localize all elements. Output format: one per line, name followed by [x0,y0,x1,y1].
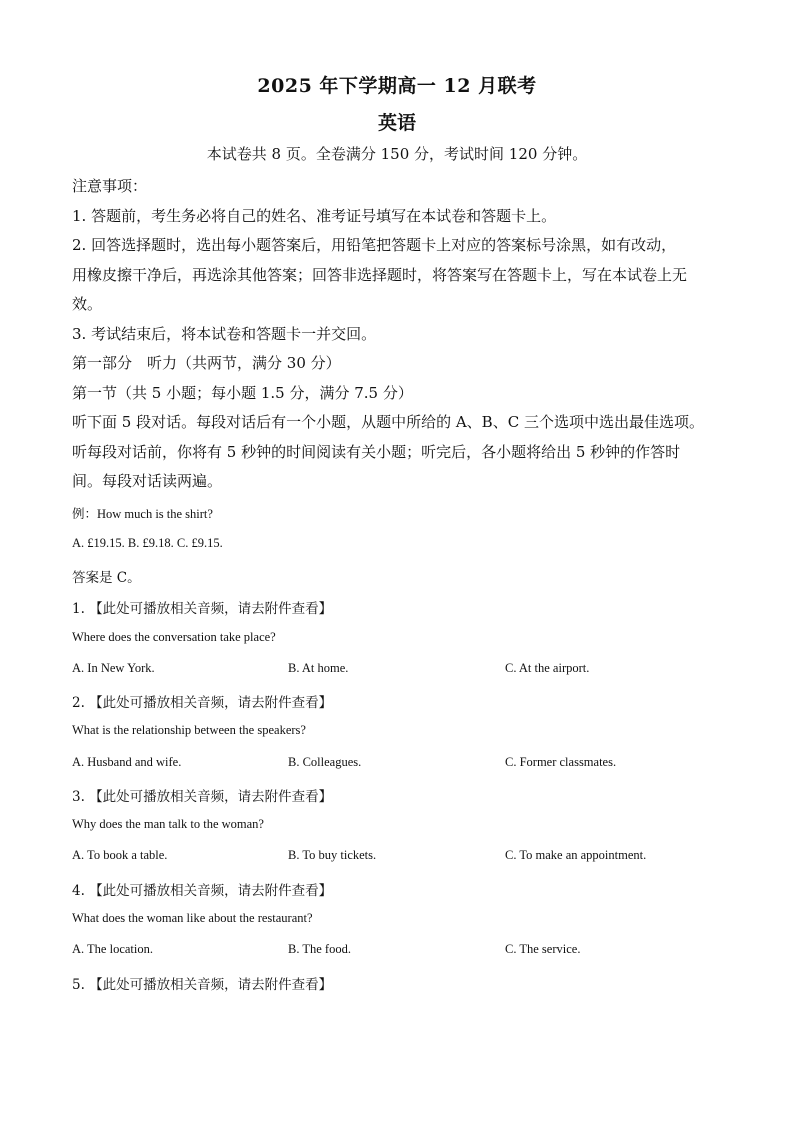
exam-title: 2025 年下学期高一 12 月联考 [257,75,537,97]
instructions-line-2: 听每段对话前，你将有 5 秒钟的时间阅读有关小题；听完后，各小题将给出 5 秒钟的作答时 [72,442,681,461]
example-answer: 答案是 C。 [72,570,141,586]
question-3-option-b: B. To buy tickets. [288,848,377,862]
question-3-text: Why does the man talk to the woman? [72,817,264,831]
question-1-text: Where does the conversation take place? [72,630,276,644]
instructions-line-3: 间。每段对话读两遍。 [72,472,223,490]
question-2-text: What is the relationship between the speakers? [72,723,306,737]
question-2-option-a: A. Husband and wife. [72,755,182,769]
part-one-heading: 第一部分 听力（共两节，满分 30 分） [72,354,341,372]
instructions-line-1: 听下面 5 段对话。每段对话后有一个小题，从题中所给的 A、B、C 三个选项中选出最佳选项。 [72,413,704,431]
question-4-audio-label: 4. 【此处可播放相关音频，请去附件查看】 [72,883,333,899]
question-2-option-c: C. Former classmates. [505,755,617,769]
note-item-2-line-1: 2. 回答选择题时，选出每小题答案后，用铅笔把答题卡上对应的答案标号涂黑，如有改动， [72,236,677,254]
question-3-option-a: A. To book a table. [72,848,168,862]
section-one-heading: 第一节（共 5 小题；每小题 1.5 分，满分 7.5 分） [72,383,413,402]
subject-title: 英语 [377,112,416,134]
question-4-text: What does the woman like about the restaurant? [72,911,313,925]
question-4-option-c: C. The service. [505,942,581,956]
example-options: A. £19.15. B. £9.18. C. £9.15. [72,536,223,550]
question-1-option-c: C. At the airport. [505,661,590,675]
question-3-audio-label: 3. 【此处可播放相关音频，请去附件查看】 [72,789,333,805]
question-2-audio-label: 2. 【此处可播放相关音频，请去附件查看】 [72,695,333,711]
note-item-2-line-3: 效。 [72,295,103,313]
exam-intro: 本试卷共 8 页。全卷满分 150 分，考试时间 120 分钟。 [206,145,588,163]
note-item-2-line-2: 用橡皮擦干净后，再选涂其他答案；回答非选择题时，将答案写在答题卡上，写在本试卷上无 [72,265,688,284]
notes-heading: 注意事项： [72,177,148,195]
question-5-audio-label: 5. 【此处可播放相关音频，请去附件查看】 [72,977,333,993]
question-1-option-b: B. At home. [288,661,349,675]
question-4-option-a: A. The location. [72,942,153,956]
note-item-3: 3. 考试结束后，将本试卷和答题卡一并交回。 [72,324,377,343]
note-item-1: 1. 答题前，考生务必将自己的姓名、准考证号填写在本试卷和答题卡上。 [72,206,557,225]
question-4-option-b: B. The food. [288,942,351,956]
question-3-option-c: C. To make an appointment. [505,848,647,862]
question-2-option-b: B. Colleagues. [288,755,362,769]
question-1-audio-label: 1. 【此处可播放相关音频，请去附件查看】 [72,601,333,617]
notes-block [72,172,724,497]
question-1-option-a: A. In New York. [72,661,155,675]
example-question: 例：How much is the shirt? [72,507,213,521]
